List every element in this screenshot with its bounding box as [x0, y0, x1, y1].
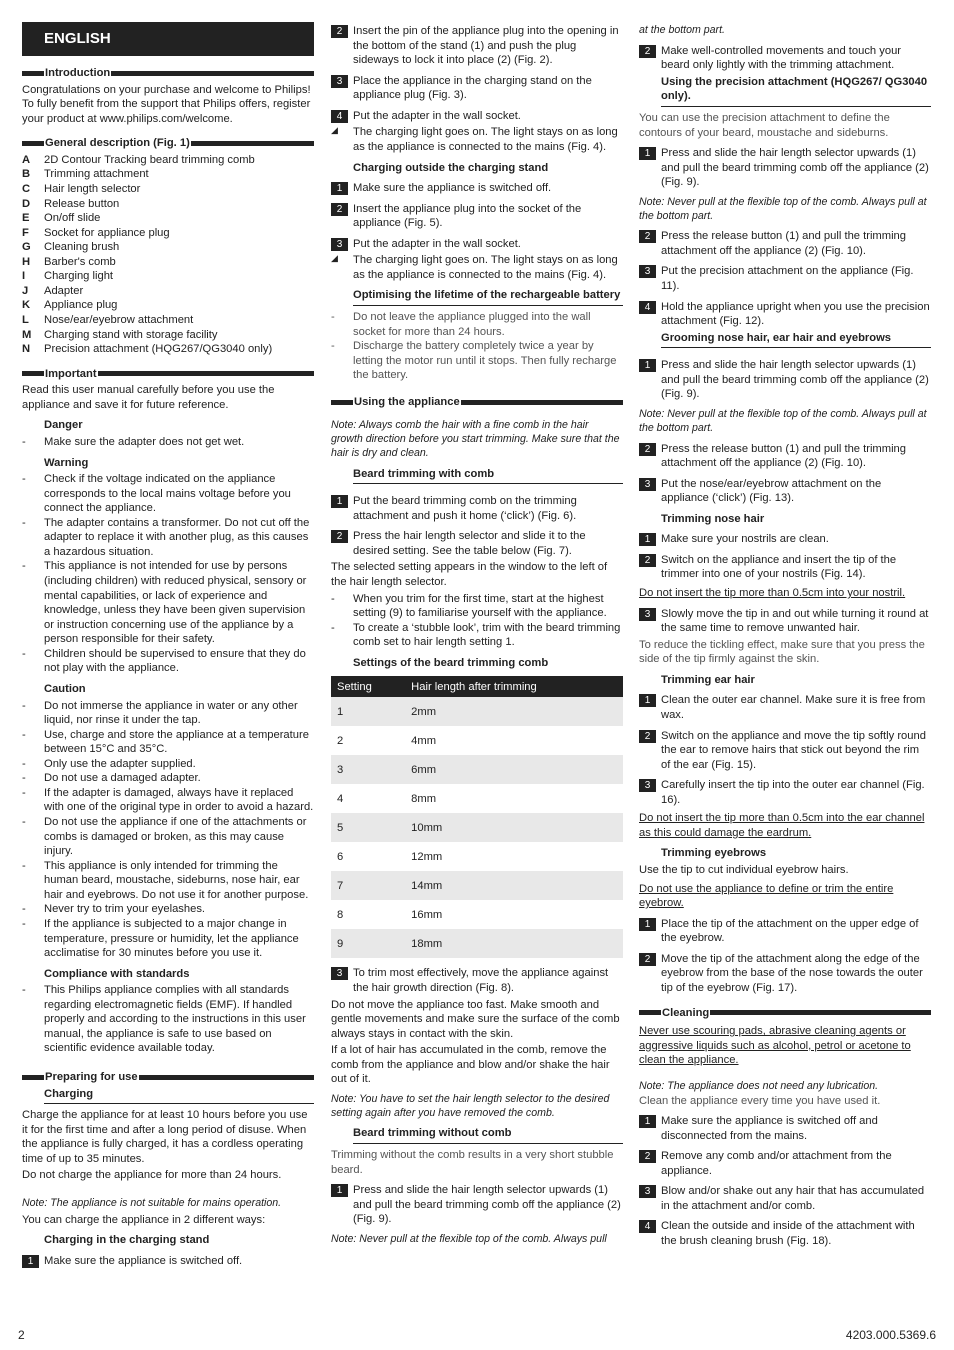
step: 2 Remove any comb and/or attachment from the appliance. — [639, 1149, 931, 1178]
warning-list — [22, 472, 314, 676]
step: 1 Clean the outer ear channel. Make sure it is free from wax. — [639, 693, 931, 722]
step: 3 Carefully insert the tip into the outer ear channel (Fig. 16). — [639, 778, 931, 807]
table-row — [331, 813, 623, 842]
optimising-heading: Optimising the lifetime of the rechargeable battery — [353, 288, 623, 306]
table-row — [331, 697, 623, 726]
section-heading: Using the appliance — [331, 395, 623, 410]
general-description-list — [22, 153, 314, 357]
danger-heading: Danger — [44, 419, 83, 432]
table-cell: 10mm — [405, 813, 623, 842]
step: 1 Press and slide the hair length selector upwards (1) and pull the beard trimming comb off the appliance (2) (Fig. 9). — [331, 1183, 623, 1227]
caution-heading: Caution — [44, 682, 86, 695]
charging-outside-heading: Charging outside the charging stand — [353, 161, 549, 174]
table-cell: 1 — [331, 697, 405, 726]
description-item: D Release button — [22, 197, 120, 210]
step: 1 Make sure your nostrils are clean. — [639, 532, 931, 547]
description-item: H Barber's comb — [22, 255, 116, 268]
description-item: K Appliance plug — [22, 299, 118, 312]
warning-text: Do not insert the tip more than 0.5cm into the ear channel as this could damage the eardrum. — [639, 812, 925, 839]
step: 3 Blow and/or shake out any hair that has accumulated in the attachment and/or comb. — [639, 1184, 931, 1213]
step: 2 Switch on the appliance and move the tip softly round the ear to remove hairs that stick out beyond the rim of the ear (Fig. 15). — [639, 729, 931, 773]
table-cell: 6 — [337, 850, 344, 863]
list-item: - Never try to trim your eyelashes. — [22, 902, 314, 917]
list-item: - Children should be supervised to ensure that they do not play with the appliance. — [22, 647, 314, 676]
paragraph: Trimming without the comb results in a very short stubble beard. — [331, 1149, 614, 1176]
compliance-heading: Compliance with standards — [44, 967, 190, 980]
beard-trimming-comb-heading: Beard trimming with comb — [353, 467, 623, 485]
list-item: - Use, charge and store the appliance at a temperature between 15°C and 35°C. — [22, 728, 314, 757]
step: 3 Put the adapter in the wall socket. — [331, 237, 623, 252]
step: 3 Slowly move the tip in and out while turning it round at the same time to remove unwanted hair. — [639, 607, 931, 636]
step: 2 Press the release button (1) and pull the trimming attachment off the appliance (2) (Fig. 10). — [639, 442, 931, 471]
charging-heading: Charging — [44, 1087, 314, 1105]
settings-table-heading: Settings of the beard trimming comb — [353, 656, 549, 669]
section-heading: Introduction — [22, 66, 314, 81]
step: 1 Put the beard trimming comb on the trimming attachment and push it home (‘click’) (Fig. 6). — [331, 494, 623, 523]
description-item: I Charging light — [22, 270, 114, 283]
table-cell: 3 — [331, 755, 405, 784]
charging-text-2: Do not charge the appliance for more than 24 hours. — [22, 1169, 282, 1182]
description-item: F Socket for appliance plug — [22, 226, 170, 239]
paragraph: If a lot of hair has accumulated in the comb, remove the comb from the appliance and blow and/or shake the hair out of it. — [331, 1044, 610, 1086]
note: Note: Never pull at the flexible top of the comb. Always pull — [331, 1232, 607, 1245]
settings-table — [331, 676, 623, 958]
table-cell: 6mm — [405, 755, 623, 784]
table-cell: 18mm — [405, 929, 623, 958]
danger-list — [22, 435, 314, 450]
description-item: C Hair length selector — [22, 182, 141, 195]
paragraph: Clean the appliance every time you have used it. — [639, 1094, 881, 1107]
step: 2 Press the hair length selector and slide it to the desired setting. See the table below (Fig. 7). — [331, 529, 623, 558]
charging-stand-heading: Charging in the charging stand — [44, 1234, 210, 1247]
table-cell: 2 — [337, 734, 344, 747]
step: 1 Make sure the appliance is switched off. — [331, 181, 623, 196]
warning-heading: Warning — [44, 456, 89, 469]
list-item: - Do not immerse the appliance in water or any other liquid, nor rinse it under the tap. — [22, 699, 314, 728]
list-item: - The adapter contains a transformer. Do not cut off the adapter to replace it with another plug, as this causes a hazardous situation. — [22, 516, 314, 560]
step: 2 Make well-controlled movements and touch your beard only lightly with the trimming attachment. — [639, 44, 931, 73]
table-cell: 7 — [331, 871, 405, 900]
table-row — [331, 842, 623, 871]
eyebrows-heading: Trimming eyebrows — [661, 847, 767, 860]
column-3 — [639, 24, 931, 1251]
list-item: - Make sure the adapter does not get wet. — [22, 435, 314, 450]
table-row — [331, 929, 623, 958]
warning-text: Never use scouring pads, abrasive cleaning agents or aggressive liquids such as alcohol, petrol or acetone to clean the appliance. — [639, 1025, 911, 1067]
tips-list — [331, 592, 623, 650]
step: 4 Hold the appliance upright when you use the precision attachment (Fig. 12). — [639, 300, 931, 329]
warning-text: Do not use the appliance to define or trim the entire eyebrow. — [639, 882, 894, 910]
table-row — [331, 726, 623, 755]
table-cell: 12mm — [411, 850, 443, 863]
note: Note: Never pull at the flexible top of the comb. Always pull at the bottom part. — [639, 407, 927, 434]
note: Note: The appliance does not need any lubrication. — [639, 1079, 879, 1092]
table-cell: 14mm — [405, 871, 623, 900]
list-item: - Discharge the battery completely twice a year by letting the motor run until it stops. Then fully recharge the battery. — [331, 339, 623, 383]
list-item: - This appliance is not intended for use by persons (including children) with reduced physical, sensory or mental capabilities, or lack of experience and knowledge, unless they have been given supervision or instruction concerning use of the appliance by a person responsible for their safety. — [22, 559, 314, 646]
step: 4 Clean the outside and inside of the attachment with the brush cleaning brush (Fig. 18). — [639, 1219, 931, 1248]
paragraph: You can use the precision attachment to define the contours of your beard, moustache and sideburns. — [639, 112, 890, 139]
description-item: A 2D Contour Tracking beard trimming comb — [22, 153, 255, 166]
description-item: N Precision attachment (HQG267/QG3040 only) — [22, 343, 273, 356]
step: 2 Insert the appliance plug into the socket of the appliance (Fig. 5). — [331, 202, 623, 231]
description-item: B Trimming attachment — [22, 168, 149, 181]
list-item: - If the adapter is damaged, always have it replaced with one of the original type in order to avoid a hazard. — [22, 786, 314, 815]
step: 2 Press the release button (1) and pull the trimming attachment off the appliance (2) (Fig. 10). — [639, 229, 931, 258]
page-number: 2 — [18, 1328, 25, 1342]
table-row — [331, 755, 623, 784]
table-header: Setting — [331, 676, 405, 697]
step: 2 Move the tip of the attachment along the edge of the eyebrow from the base of the nose towards the outer tip of the eyebrow (Fig. 17). — [639, 952, 931, 996]
beard-trimming-without-comb-heading: Beard trimming without comb — [353, 1126, 623, 1144]
list-item: - This appliance is only intended for trimming the human beard, moustache, sideburns, nose hair, ear hair and eyebrows. Do not use it for another purpose. — [22, 859, 314, 903]
column-1 — [22, 22, 314, 1270]
table-cell: 9 — [331, 929, 405, 958]
warning-text: Do not insert the tip more than 0.5cm into your nostril. — [639, 587, 906, 600]
paragraph: Do not move the appliance too fast. Make smooth and gentle movements and make sure the surface of the comb always stays in contact with the skin. — [331, 998, 620, 1040]
table-cell: 8 — [337, 908, 344, 921]
list-item: - If the appliance is subjected to a major change in temperature, pressure or humidity, let the appliance acclimatise for 30 minutes before you use it. — [22, 917, 314, 961]
table-row — [331, 871, 623, 900]
caution-list — [22, 699, 314, 961]
step: 1 Press and slide the hair length selector upwards (1) and pull the beard trimming comb off the appliance (2) (Fig. 9). — [639, 358, 931, 402]
list-item: - Only use the adapter supplied. — [22, 757, 314, 772]
description-item: L Nose/ear/eyebrow attachment — [22, 314, 194, 326]
list-item: - This Philips appliance complies with all standards regarding electromagnetic fields (EMF). If handled properly and according to the instructions in this user manual, the appliance is safe to use based on scientific evidence available today. — [22, 983, 314, 1056]
optimising-list — [331, 310, 623, 383]
section-heading: Cleaning — [639, 1006, 931, 1021]
list-item: - Do not use a damaged adapter. — [22, 771, 314, 786]
note: at the bottom part. — [639, 24, 725, 36]
step: 3 To trim most effectively, move the appliance against the hair growth direction (Fig. 8). — [331, 966, 623, 995]
table-cell: 4 — [337, 792, 344, 805]
description-item: M Charging stand with storage facility — [22, 328, 218, 341]
note: Note: Never pull at the flexible top of the comb. Always pull at the bottom part. — [639, 195, 927, 222]
step: 1 Make sure the appliance is switched off and disconnected from the mains. — [639, 1114, 931, 1143]
step: 2 Insert the pin of the appliance plug into the opening in the bottom of the stand (1) and push the plug sideways to lock it into place (2) (Fig. 2). — [331, 24, 623, 68]
step: 4 Put the adapter in the wall socket. — [331, 109, 623, 124]
description-item: E On/off slide — [22, 212, 101, 225]
list-item: - Do not use the appliance if one of the attachments or combs is damaged or broken, as this may cause injury. — [22, 815, 314, 859]
section-heading: General description (Fig. 1) — [22, 136, 314, 151]
ways-text: You can charge the appliance in 2 different ways: — [22, 1213, 266, 1226]
table-cell: 5 — [331, 813, 405, 842]
intro-text: Congratulations on your purchase and welcome to Philips! To fully benefit from the support that Philips offers, register your product at www.philips.com/welcome. — [22, 83, 311, 125]
description-item: J Adapter — [22, 284, 84, 297]
section-heading: Preparing for use — [22, 1070, 314, 1085]
note: Note: The appliance is not suitable for mains operation. — [22, 1196, 282, 1209]
column-2 — [331, 24, 623, 1249]
list-item: - Check if the voltage indicated on the appliance corresponds to the local mains voltage before you connect the appliance. — [22, 472, 314, 516]
step-result: ◢ The charging light goes on. The light stays on as long as the appliance is connected to the mains (Fig. 4). — [331, 253, 618, 281]
step: 3 Place the appliance in the charging stand on the appliance plug (Fig. 3). — [331, 74, 623, 103]
table-cell: 8mm — [411, 792, 437, 805]
ear-hair-heading: Trimming ear hair — [661, 673, 755, 686]
precision-heading: Using the precision attachment (HQG267/ QG3040 only). — [661, 75, 931, 107]
table-cell: 4mm — [411, 734, 437, 747]
step: 2 Switch on the appliance and insert the tip of the trimmer into one of your nostrils (Fig. 14). — [639, 553, 931, 582]
language-banner: ENGLISH — [22, 22, 314, 56]
description-item: G Cleaning brush — [22, 241, 120, 254]
paragraph: Use the tip to cut individual eyebrow hairs. — [639, 864, 849, 877]
section-heading: Important — [22, 367, 314, 382]
step: 1 Press and slide the hair length selector upwards (1) and pull the beard trimming comb off the appliance (2) (Fig. 9). — [639, 146, 931, 190]
important-text: Read this user manual carefully before you use the appliance and save it for future reference. — [22, 384, 275, 411]
charging-text: Charge the appliance for at least 10 hours before you use it for the first time and after a long period of disuse. When the appliance is fully charged, it has a cordless operating time of up to 35 minutes. — [22, 1109, 308, 1165]
step-result: ◢ The charging light goes on. The light stays on as long as the appliance is connected to the mains (Fig. 4). — [331, 125, 618, 153]
list-item: - When you trim for the first time, start at the highest setting (9) to familiarise yourself with the appliance. — [331, 592, 623, 621]
step: 3 Put the nose/ear/eyebrow attachment on the appliance (‘click’) (Fig. 13). — [639, 477, 931, 506]
note: Note: You have to set the hair length selector to the desired setting again after you have removed the comb. — [331, 1092, 610, 1119]
table-cell: 16mm — [411, 908, 443, 921]
paragraph: The selected setting appears in the window to the left of the hair length selector. — [331, 561, 608, 589]
list-item: - To create a ‘stubble look’, trim with the beard trimming comb set to hair length setting 1. — [331, 621, 623, 650]
table-header: Hair length after trimming — [405, 676, 623, 697]
note: Note: Always comb the hair with a fine comb in the hair growth direction before you start trimming. Make sure that the hair is dry and clean. — [331, 419, 620, 459]
nose-hair-heading: Trimming nose hair — [661, 512, 765, 525]
compliance-list — [22, 983, 314, 1056]
paragraph: To reduce the tickling effect, make sure that you press the side of the tip firmly against the skin. — [639, 638, 925, 666]
list-item: - Do not leave the appliance plugged into the wall socket for more than 24 hours. — [331, 310, 623, 339]
step: 1 Make sure the appliance is switched off. — [22, 1254, 314, 1269]
step: 1 Place the tip of the attachment on the upper edge of the eyebrow. — [639, 917, 931, 946]
table-cell: 2mm — [405, 697, 623, 726]
table-row — [331, 784, 623, 813]
grooming-heading: Grooming nose hair, ear hair and eyebrows — [661, 331, 931, 349]
table-row — [331, 900, 623, 929]
step: 3 Put the precision attachment on the appliance (Fig. 11). — [639, 264, 931, 293]
document-code: 4203.000.5369.6 — [845, 1328, 936, 1342]
